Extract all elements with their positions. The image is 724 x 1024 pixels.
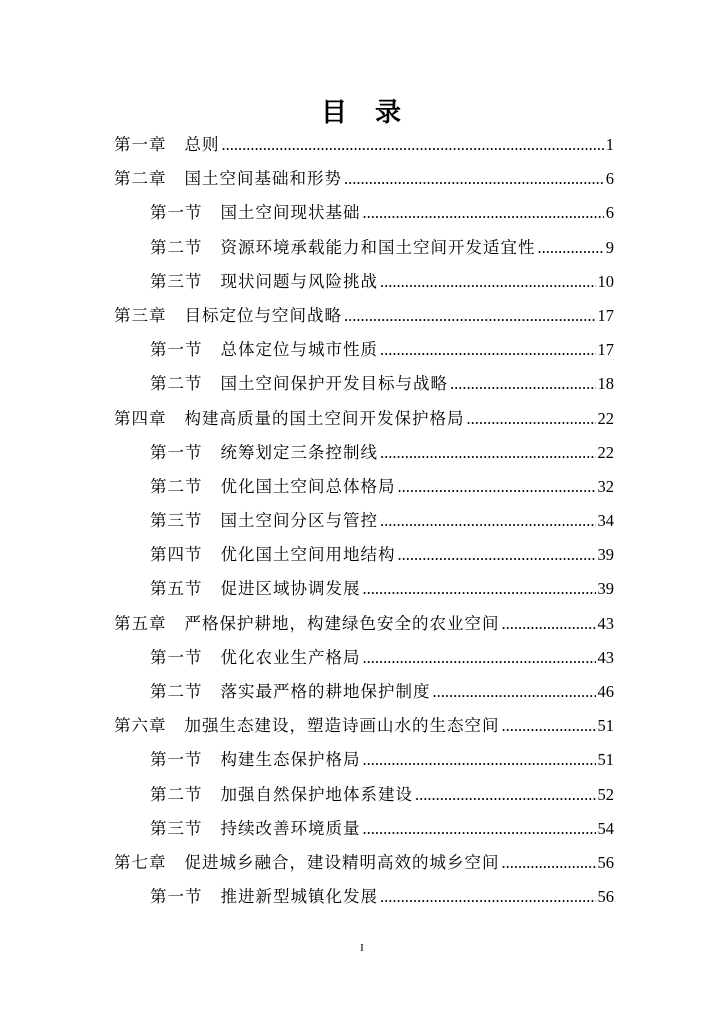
toc-entry-title: 推进新型城镇化发展 bbox=[220, 887, 378, 907]
toc-entry-page: 46 bbox=[597, 682, 614, 701]
toc-entry-number: 第二节 bbox=[150, 476, 203, 496]
dot-leader bbox=[433, 675, 596, 709]
toc-entry-page: 56 bbox=[597, 852, 614, 872]
dot-leader bbox=[380, 333, 596, 367]
toc-entry-page: 1 bbox=[605, 135, 614, 154]
dot-leader bbox=[502, 607, 596, 641]
toc-entry-page: 51 bbox=[597, 750, 614, 770]
toc-entry-title: 优化国土空间总体格局 bbox=[220, 476, 396, 496]
toc-entry-number: 第二章 bbox=[114, 169, 167, 189]
toc-entry[interactable] bbox=[114, 333, 614, 367]
toc-entry-title: 优化国土空间用地结构 bbox=[220, 545, 396, 565]
toc-entry-title: 国土空间保护开发目标与战略 bbox=[220, 374, 448, 394]
toc-entry[interactable] bbox=[114, 128, 614, 162]
toc-entry[interactable] bbox=[114, 572, 614, 606]
toc-entry[interactable] bbox=[114, 299, 614, 333]
dot-leader bbox=[344, 162, 604, 196]
toc-entry-number: 第二节 bbox=[150, 682, 203, 701]
dot-leader bbox=[363, 743, 596, 777]
toc-entry-title: 构建高质量的国土空间开发保护格局 bbox=[184, 408, 465, 428]
toc-entry-page: 6 bbox=[605, 169, 614, 189]
dot-leader bbox=[222, 128, 604, 162]
dot-leader bbox=[363, 812, 596, 846]
toc-entry-number: 第二节 bbox=[150, 374, 203, 394]
toc-entry-number: 第三节 bbox=[150, 818, 203, 838]
toc-entry-page: 34 bbox=[597, 511, 614, 531]
toc-entry[interactable] bbox=[114, 641, 614, 675]
dot-leader bbox=[363, 572, 596, 606]
dot-leader bbox=[398, 538, 596, 572]
toc-entry[interactable] bbox=[114, 538, 614, 572]
toc-entry[interactable] bbox=[114, 880, 614, 914]
dot-leader bbox=[344, 299, 596, 333]
toc-entry-title: 目标定位与空间战略 bbox=[184, 305, 342, 325]
toc-entry[interactable] bbox=[114, 709, 614, 743]
toc-entry[interactable] bbox=[114, 402, 614, 436]
toc-entry-page: 54 bbox=[597, 818, 614, 838]
toc-entry-title: 总体定位与城市性质 bbox=[220, 340, 378, 360]
dot-leader bbox=[502, 709, 596, 743]
toc-entry-page: 6 bbox=[605, 203, 614, 223]
toc-entry-number: 第三节 bbox=[150, 511, 203, 531]
toc-entry-title: 国土空间基础和形势 bbox=[184, 169, 342, 189]
toc-entry-title: 构建生态保护格局 bbox=[220, 750, 361, 770]
toc-entry-number: 第七章 bbox=[114, 852, 167, 872]
toc-entry-page: 52 bbox=[597, 784, 614, 804]
toc-entry-page: 32 bbox=[597, 476, 614, 496]
toc-entry-title: 持续改善环境质量 bbox=[220, 818, 361, 838]
dot-leader bbox=[380, 265, 596, 299]
toc-entry-title: 总则 bbox=[184, 135, 220, 154]
toc-entry[interactable] bbox=[114, 607, 614, 641]
toc-entry-page: 56 bbox=[597, 887, 614, 907]
toc-entry[interactable] bbox=[114, 675, 614, 709]
dot-leader bbox=[538, 231, 604, 265]
page-title bbox=[0, 92, 724, 129]
table-of-contents bbox=[114, 128, 614, 914]
dot-leader bbox=[450, 367, 596, 401]
toc-entry[interactable] bbox=[114, 778, 614, 812]
toc-entry[interactable] bbox=[114, 504, 614, 538]
toc-entry-number: 第四节 bbox=[150, 545, 203, 565]
toc-entry-title: 落实最严格的耕地保护制度 bbox=[220, 682, 431, 701]
toc-entry-page: 18 bbox=[597, 374, 614, 394]
toc-entry-page: 39 bbox=[597, 579, 614, 599]
toc-entry-number: 第一节 bbox=[150, 647, 203, 667]
toc-entry-page: 39 bbox=[597, 545, 614, 565]
dot-leader bbox=[380, 880, 596, 914]
toc-entry[interactable] bbox=[114, 470, 614, 504]
toc-entry-page: 51 bbox=[597, 716, 614, 736]
toc-entry-title: 资源环境承载能力和国土空间开发适宜性 bbox=[220, 237, 536, 257]
toc-entry-title: 统筹划定三条控制线 bbox=[220, 442, 378, 462]
dot-leader bbox=[398, 470, 596, 504]
toc-entry-number: 第一节 bbox=[150, 750, 203, 770]
toc-entry-page: 17 bbox=[597, 305, 614, 325]
toc-entry-title: 促进区域协调发展 bbox=[220, 579, 361, 599]
toc-entry[interactable] bbox=[114, 196, 614, 230]
toc-entry-title: 国土空间现状基础 bbox=[220, 203, 361, 223]
toc-entry-title: 国土空间分区与管控 bbox=[220, 511, 378, 531]
toc-entry-page: 43 bbox=[597, 647, 614, 667]
toc-entry-page: 22 bbox=[597, 408, 614, 428]
toc-entry-number: 第一节 bbox=[150, 340, 203, 360]
toc-entry-number: 第五章 bbox=[114, 613, 167, 633]
dot-leader bbox=[502, 846, 596, 880]
toc-entry-number: 第一节 bbox=[150, 442, 203, 462]
toc-entry-number: 第二节 bbox=[150, 784, 203, 804]
toc-entry-number: 第一节 bbox=[150, 887, 203, 907]
toc-entry-page: 43 bbox=[597, 613, 614, 633]
toc-entry-title: 加强自然保护地体系建设 bbox=[220, 784, 413, 804]
toc-entry-number: 第一章 bbox=[114, 135, 167, 154]
page-number: I bbox=[360, 942, 364, 954]
toc-entry-number: 第六章 bbox=[114, 716, 167, 736]
toc-entry-title: 促进城乡融合，建设精明高效的城乡空间 bbox=[184, 852, 500, 872]
toc-entry-page: 10 bbox=[597, 271, 614, 291]
dot-leader bbox=[380, 436, 596, 470]
toc-entry[interactable] bbox=[114, 265, 614, 299]
toc-entry-number: 第五节 bbox=[150, 579, 203, 599]
toc-entry-number: 第三节 bbox=[150, 271, 203, 291]
toc-entry-title: 现状问题与风险挑战 bbox=[220, 271, 378, 291]
toc-entry[interactable] bbox=[114, 367, 614, 401]
toc-entry-number: 第三章 bbox=[114, 305, 167, 325]
title-char-2: 录 bbox=[375, 98, 404, 128]
toc-entry-page: 9 bbox=[605, 237, 614, 257]
toc-entry-number: 第一节 bbox=[150, 203, 203, 223]
toc-entry-title: 优化农业生产格局 bbox=[220, 647, 361, 667]
toc-entry[interactable] bbox=[114, 162, 614, 196]
toc-entry[interactable] bbox=[114, 743, 614, 777]
toc-entry-title: 严格保护耕地，构建绿色安全的农业空间 bbox=[184, 613, 500, 633]
toc-entry-page: 17 bbox=[597, 340, 614, 360]
toc-entry-page: 22 bbox=[597, 442, 614, 462]
dot-leader bbox=[415, 778, 596, 812]
toc-entry[interactable] bbox=[114, 436, 614, 470]
toc-entry[interactable] bbox=[114, 846, 614, 880]
dot-leader bbox=[380, 504, 596, 538]
title-char-1: 目 bbox=[320, 98, 349, 128]
dot-leader bbox=[363, 196, 604, 230]
toc-entry-number: 第四章 bbox=[114, 408, 167, 428]
toc-entry[interactable] bbox=[114, 812, 614, 846]
toc-entry-number: 第二节 bbox=[150, 237, 203, 257]
toc-entry[interactable] bbox=[114, 231, 614, 265]
toc-entry-title: 加强生态建设，塑造诗画山水的生态空间 bbox=[184, 716, 500, 736]
dot-leader bbox=[363, 641, 596, 675]
dot-leader bbox=[467, 402, 596, 436]
